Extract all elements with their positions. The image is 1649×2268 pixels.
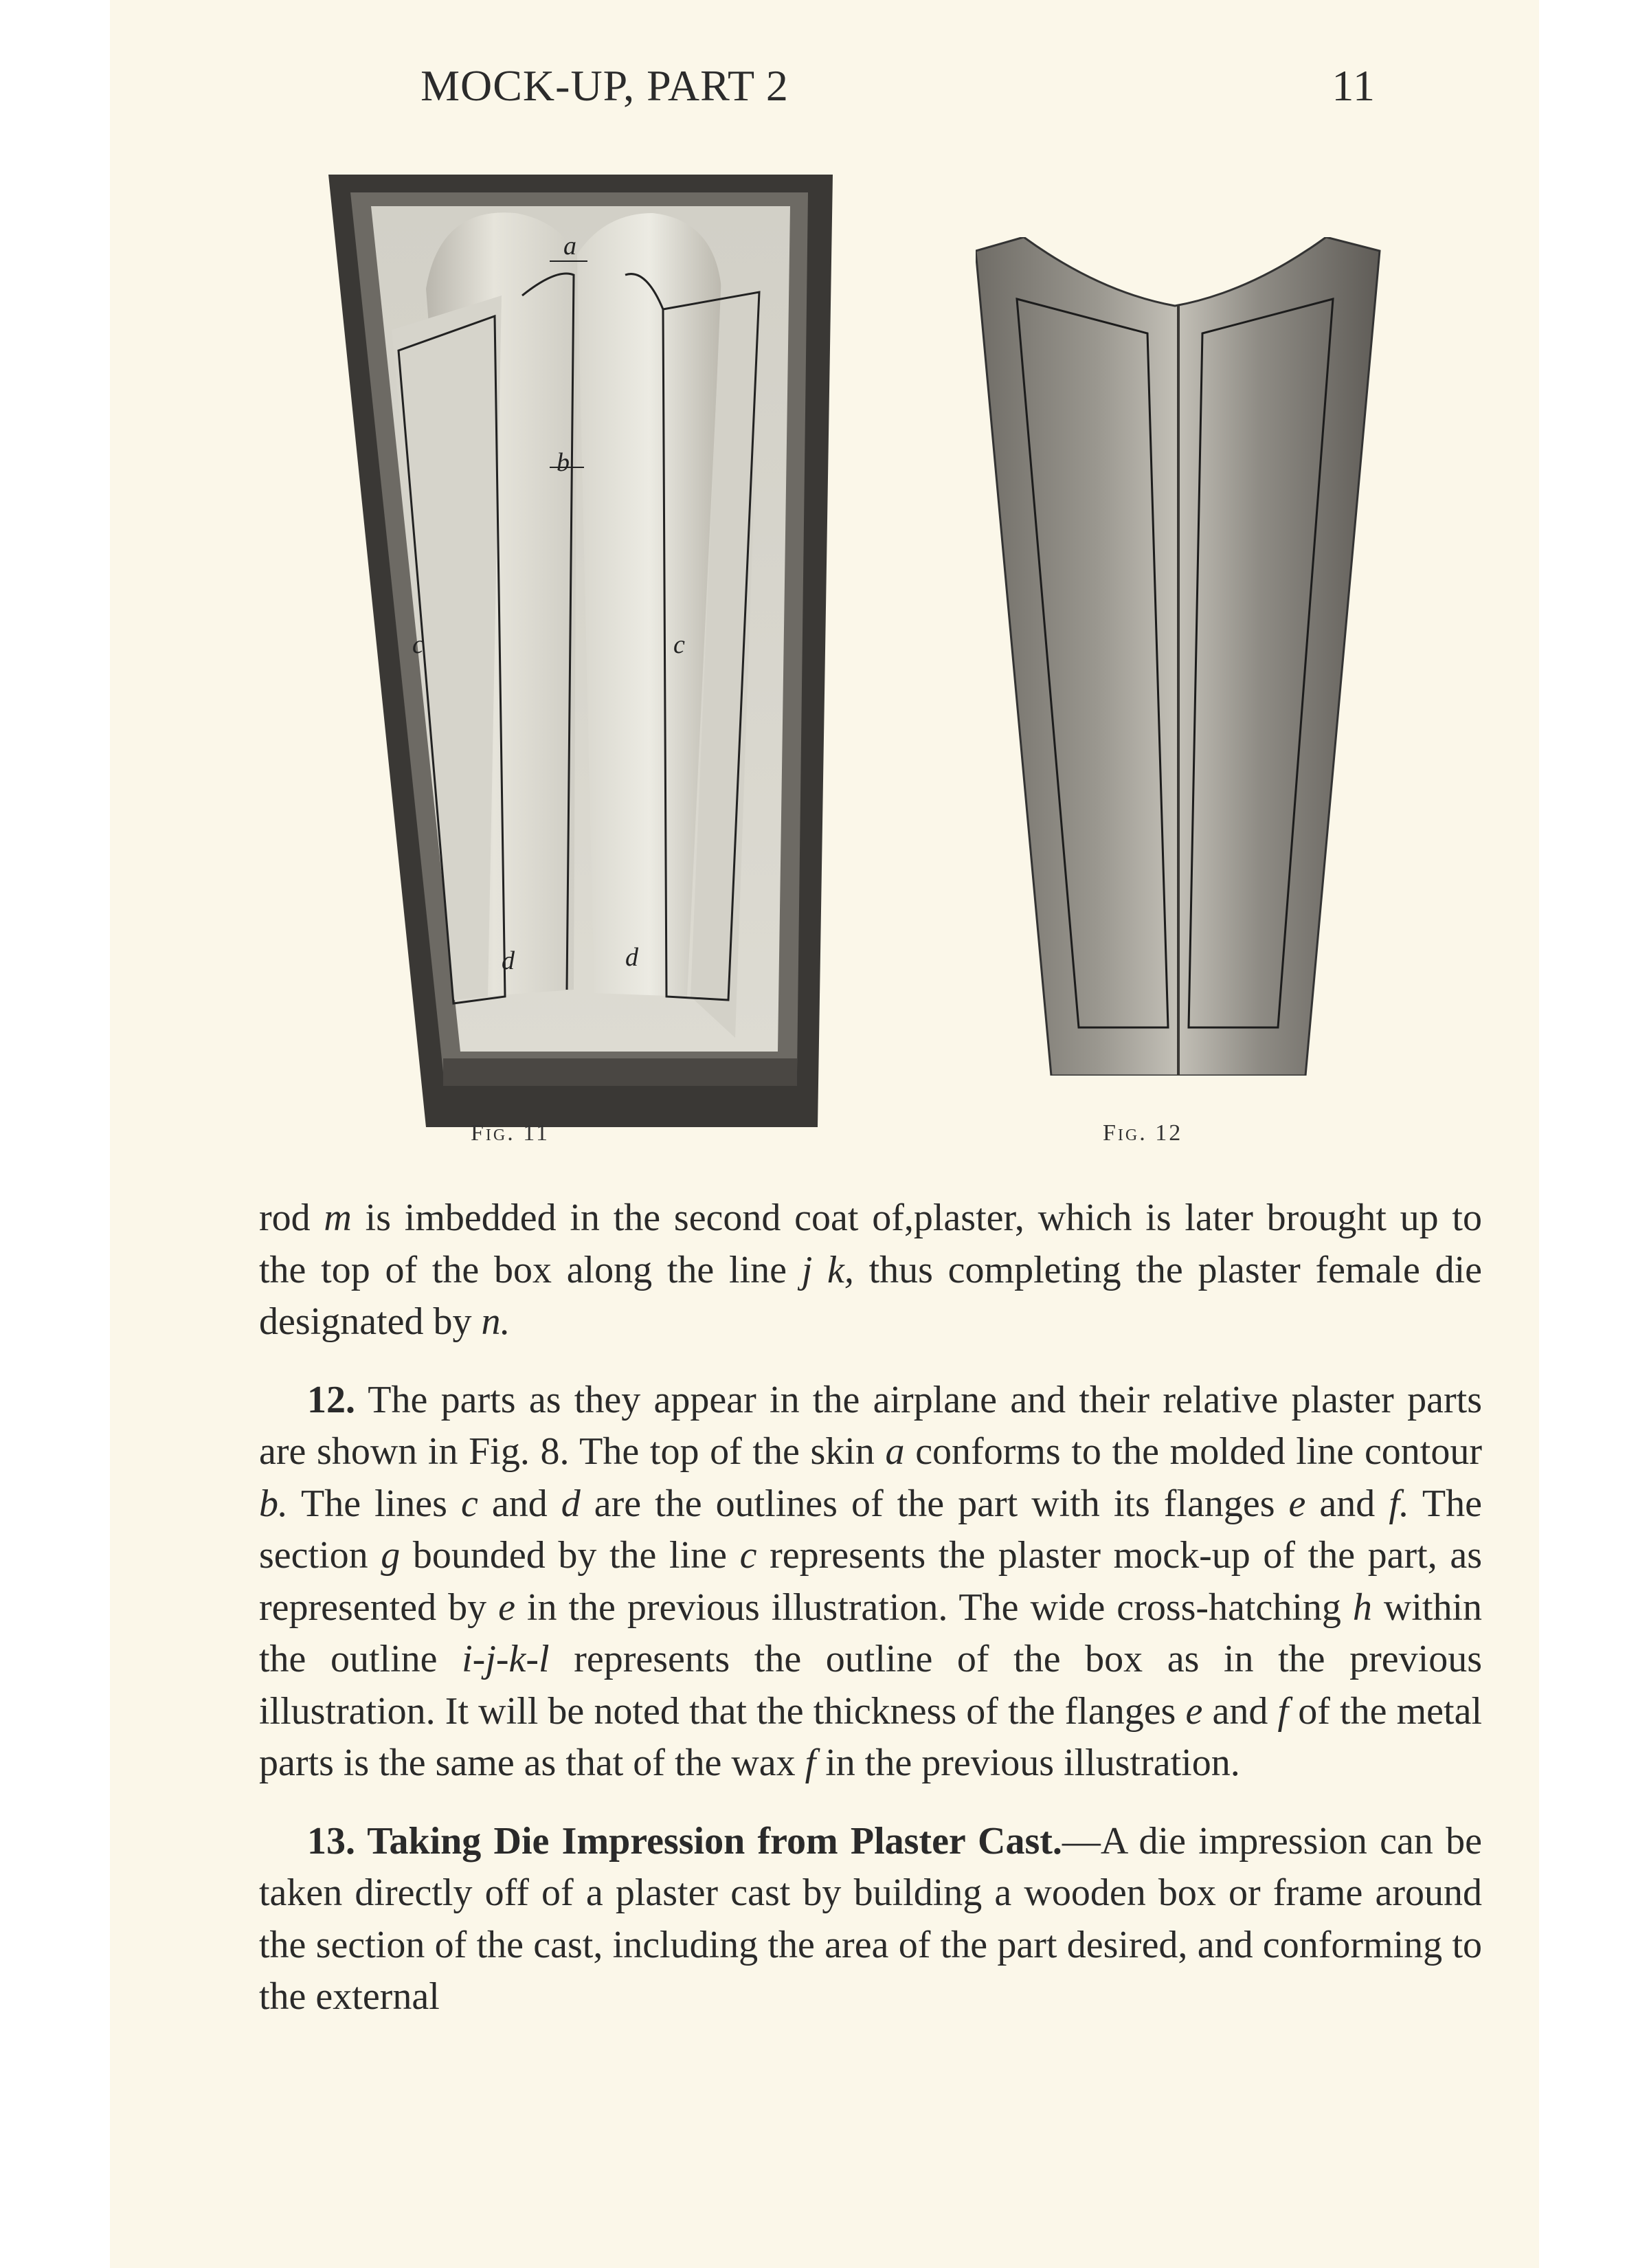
page-number: 11 <box>1332 61 1376 110</box>
figure-12-illustration <box>976 237 1381 1076</box>
figure-11-label-c-left: c <box>412 630 424 659</box>
body-text <box>259 1192 1482 2023</box>
figure-11-label-a: a <box>563 232 576 260</box>
figure-11-label-d-left: d <box>502 946 515 975</box>
figure-11-label-d-right: d <box>625 943 638 972</box>
figure-11-label-c-right: c <box>673 630 685 659</box>
paragraph-12-number: 12. <box>307 1378 355 1421</box>
figure-12 <box>976 237 1381 1076</box>
paragraph-13: 13. Taking Die Impression from Plaster Cast.—A die impression can be taken directly off of a plaster cast by building a wooden box or frame around the section of the cast, including the area of the part desired, and conforming to the external <box>259 1819 1482 2018</box>
paragraph-12: 12. The parts as they appear in the airplane and their relative plaster parts are shown in Fig. 8. The top of the skin a conforms to the molded line contour b. The lines c and d are the outlines of the part with its flanges e and f. The section g bounded by the line c represents the plaster mock-up of the part, as represented by e in the previous illustration. The wide cross-hatching h within the outline i-j-k-l represents the outline of the box as in the previous illustration. It will be noted that the thickness of the flanges e and f of the metal parts is the same as that of the wax f in the previous illustration. <box>259 1378 1483 1784</box>
page-header <box>110 60 1539 122</box>
paragraph-continued: rod m is imbedded in the second coat of,plaster, which is later brought up to the top of the box along the line j k, thus completing the plaster female die designated by n. <box>259 1197 1482 1343</box>
book-page <box>110 0 1539 2268</box>
figure-11 <box>316 165 838 1127</box>
running-head: MOCK-UP, PART 2 <box>420 61 789 110</box>
figure-11-caption: Fig. 11 <box>471 1120 550 1146</box>
paragraph-13-number: 13. <box>307 1819 355 1863</box>
figure-12-caption: Fig. 12 <box>1103 1120 1183 1146</box>
section-heading: Taking Die Impression from Plaster Cast. <box>355 1819 1062 1863</box>
figure-11-illustration <box>316 165 838 1127</box>
figure-11-label-b: b <box>557 448 570 477</box>
